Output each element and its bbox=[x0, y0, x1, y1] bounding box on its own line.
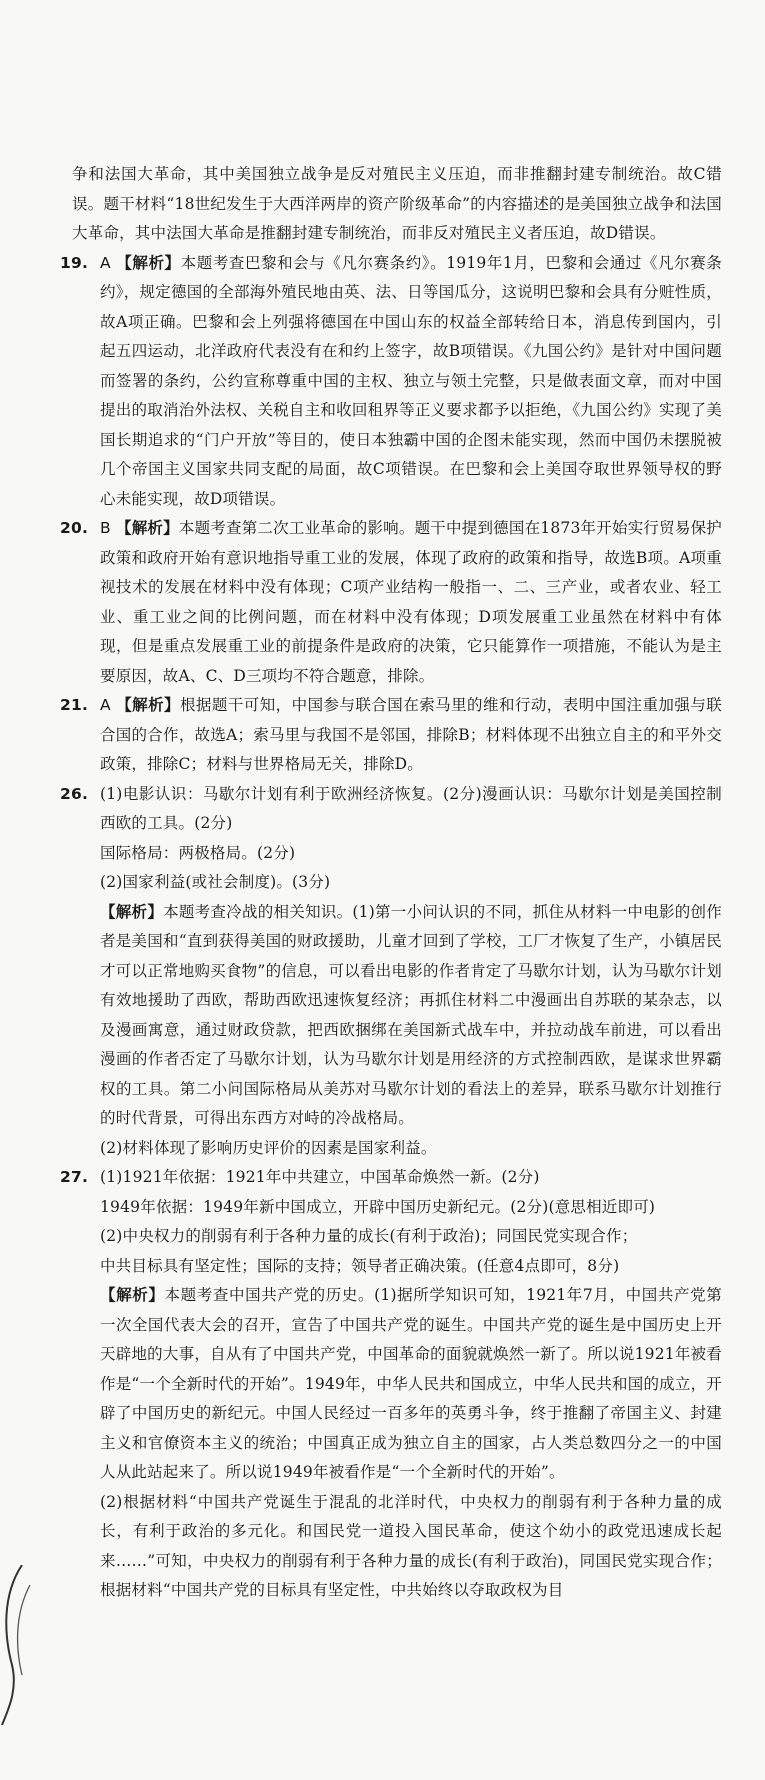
analysis-text: (2)材料体现了影响历史评价的因素是国家利益。 bbox=[100, 1138, 437, 1157]
analysis-text: 本题考查巴黎和会与《凡尔赛条约》。1919年1月，巴黎和会通过《凡尔赛条约》，规定德国的全部海外殖民地由英、法、日等国瓜分，这说明巴黎和会具有分赃性质，故A项正确。巴黎和会上列强将德国在中国山东的权益全部转给日本，消息传到国内，引起五四运动，北洋政府代表没有在和约上签字，故B项错误。《九国公约》是针对中国问题而签署的条约，公约宣称尊重中国的主权、独立与领土完整，只是做表面文章，而对中国提出的取消治外法权、关税自主和收回租界等正义要求都予以拒绝，《九国公约》实现了美国长期追求的“门户开放”等目的，使日本独霸中国的企图未能实现，然而中国仍未摆脱被几个帝国主义国家共同支配的局面，故C项错误。在巴黎和会上美国夺取世界领导权的野心未能实现，故D项错误。 bbox=[100, 253, 722, 508]
analysis-tag: 【解析】 bbox=[100, 1286, 165, 1304]
analysis-text: 本题考查冷战的相关知识。(1)第一小问认识的不同，抓住从材料一中电影的创作者是美国和“直到获得美国的财政援助，儿童才回到了学校，工厂才恢复了生产，小镇居民才可以正常地购买食物”的信息，可以看出电影的作者肯定了马歇尔计划，认为马歇尔计划有效地援助了西欧，帮助西欧迅速恢复经济；再抓住材料二中漫画出自苏联的某杂志，以及漫画寓意，通过财政贷款，把西欧捆绑在美国新式战车中，并拉动战车前进，可以看出漫画的作者否定了马歇尔计划，认为马歇尔计划是用经济的方式控制西欧，是谋求世界霸权的工具。第二小问国际格局从美苏对马歇尔计划的看法上的差异，联系马歇尔计划推行的时代背景，可得出东西方对峙的冷战格局。 bbox=[100, 902, 722, 1127]
question-27 bbox=[60, 1163, 722, 1606]
answer-line: (2)国家利益(或社会制度)。(3分) bbox=[100, 873, 331, 891]
analysis-text: (2)根据材料“中国共产党诞生于混乱的北洋时代，中央权力的削弱有利于各种力量的成长，有利于政治的多元化。和国民党一道投入国民革命，使这个幼小的政党迅速成长起来……”可知，中央权力的削弱有利于各种力量的成长(有利于政治)，同国民党实现合作；根据材料“中国共产党的目标具有坚定性，中共始终以夺取政权为目 bbox=[100, 1492, 722, 1599]
question-number: 26. bbox=[60, 784, 89, 803]
answer-line: (2)中央权力的削弱有利于各种力量的成长(有利于政治)；同国民党实现合作； bbox=[100, 1227, 638, 1245]
binding-curve-decoration bbox=[0, 1565, 40, 1725]
question-20 bbox=[60, 514, 722, 691]
analysis-text: 本题考查中国共产党的历史。(1)据所学知识可知，1921年7月，中国共产党第一次全国代表大会的召开，宣告了中国共产党的诞生。中国共产党的诞生是中国历史上开天辟地的大事，自从有了中国共产党，中国革命的面貌就焕然一新了。所以说1921年被看作是“一个全新时代的开始”。1949年，中华人民共和国成立，中华人民共和国的成立，开辟了中国历史的新纪元。中国人民经过一百多年的英勇斗争，终于推翻了帝国主义、封建主义和官僚资本主义的统治；中国真正成为独立自主的国家，占人类总数四分之一的中国人从此站起来了。所以说1949年被看作是“一个全新时代的开始”。 bbox=[100, 1286, 722, 1481]
answer-line: (1)电影认识：马歇尔计划有利于欧洲经济恢复。(2分)漫画认识：马歇尔计划是美国控制西欧的工具。(2分) bbox=[100, 784, 722, 832]
analysis-block bbox=[100, 898, 722, 1134]
answer-line: 1949年依据：1949年新中国成立，开辟中国历史新纪元。(2分)(意思相近即可) bbox=[100, 1197, 656, 1216]
analysis-tag: 【解析】 bbox=[100, 902, 164, 921]
analysis-tag: 【解析】 bbox=[116, 253, 181, 272]
answer-line: 中共目标具有坚定性；国际的支持；领导者正确决策。(任意4点即可，8分) bbox=[100, 1256, 620, 1275]
question-answer: B bbox=[100, 519, 111, 537]
analysis-tag: 【解析】 bbox=[116, 696, 180, 714]
question-19 bbox=[60, 249, 722, 515]
answer-analysis-content bbox=[60, 160, 722, 1606]
question-number: 21. bbox=[60, 696, 89, 714]
question-26 bbox=[60, 780, 722, 1164]
analysis-tag: 【解析】 bbox=[116, 519, 179, 537]
question-answer: A bbox=[100, 253, 111, 272]
analysis-text: 根据题干可知，中国参与联合国在索马里的维和行动，表明中国注重加强与联合国的合作，故选A；索马里与我国不是邻国，排除B；材料体现不出独立自主的和平外交政策，排除C；材料与世界格局无关，排除D。 bbox=[100, 696, 722, 773]
intro-paragraph: 争和法国大革命，其中美国独立战争是反对殖民主义压迫，而非推翻封建专制统治。故C错误。题干材料“18世纪发生于大西洋两岸的资产阶级革命”的内容描述的是美国独立战争和法国大革命，其中法国大革命是推翻封建专制统治，而非反对殖民主义者压迫，故D错误。 bbox=[72, 165, 722, 242]
question-21 bbox=[60, 691, 722, 780]
analysis-block bbox=[100, 1281, 722, 1488]
answer-line: 国际格局：两极格局。(2分) bbox=[100, 843, 296, 862]
question-number: 19. bbox=[60, 253, 89, 272]
answer-line: (1)1921年依据：1921年中共建立，中国革命焕然一新。(2分) bbox=[100, 1168, 540, 1186]
question-answer: A bbox=[100, 696, 111, 714]
analysis-text: 本题考查第二次工业革命的影响。题干中提到德国在1873年开始实行贸易保护政策和政府开始有意识地指导重工业的发展，体现了政府的政策和指导，故选B项。A项重视技术的发展在材料中没有体现；C项产业结构一般指一、二、三产业，或者农业、轻工业、重工业之间的比例问题，而在材料中没有体现；D项发展重工业虽然在材料中有体现，但是重点发展重工业的前提条件是政府的决策，它只能算作一项措施，不能认为是主要原因，故A、C、D三项均不符合题意，排除。 bbox=[100, 519, 722, 685]
question-number: 27. bbox=[60, 1168, 89, 1186]
question-number: 20. bbox=[60, 519, 89, 537]
